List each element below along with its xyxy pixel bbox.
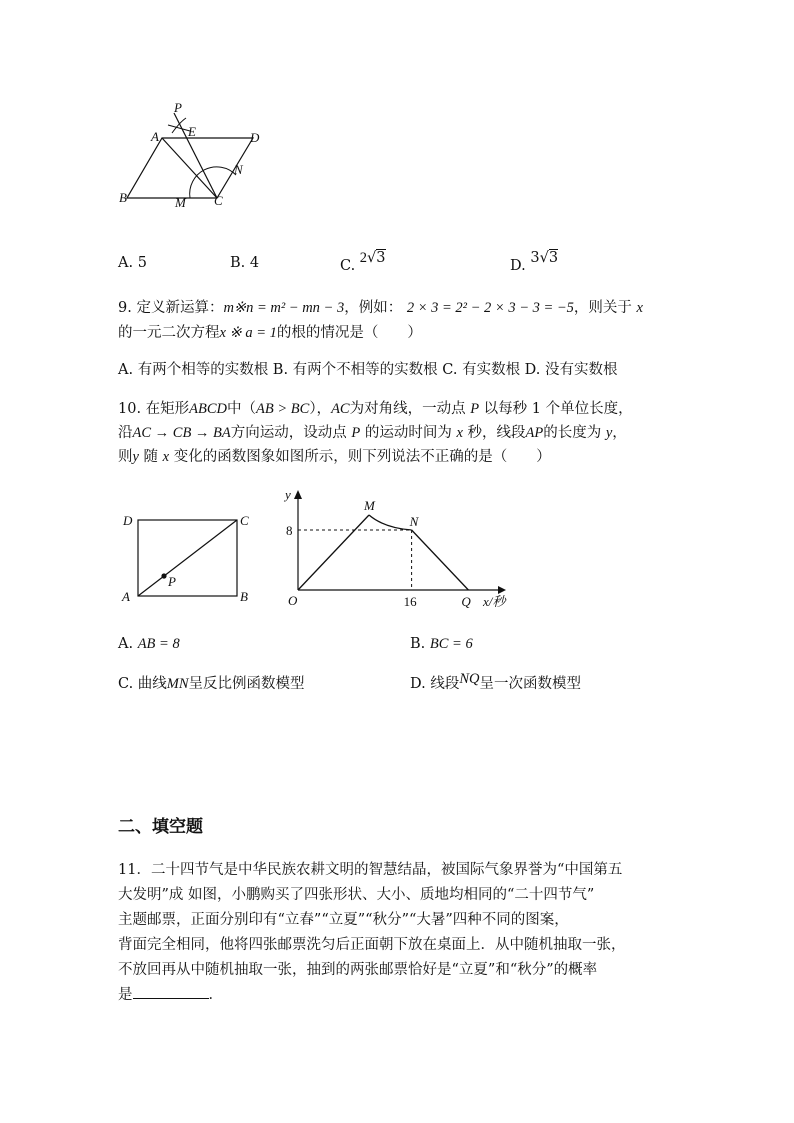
axis-label-y: y bbox=[285, 487, 291, 502]
y-axis-arrow-icon bbox=[294, 490, 302, 499]
q8-option-c[interactable] bbox=[340, 250, 386, 278]
q10-option-prefix: B. bbox=[410, 636, 430, 652]
label-b: B bbox=[240, 589, 248, 604]
q9-stem-text: 的根的情况是（ ） bbox=[276, 325, 422, 341]
q10-stem-text: 的运动时间为 bbox=[360, 425, 457, 441]
label-c: C bbox=[240, 513, 249, 528]
q10-math: y bbox=[605, 425, 613, 441]
q10-option-math: MN bbox=[166, 676, 189, 692]
q10-math: P bbox=[351, 425, 361, 441]
label-a: A bbox=[151, 129, 159, 144]
point-label-m: M bbox=[364, 498, 375, 513]
q10-option-a[interactable] bbox=[118, 632, 180, 656]
q10-option-math: BC = 6 bbox=[429, 636, 473, 652]
q10-option-prefix: A. bbox=[118, 636, 138, 652]
q11-line-3: 主题邮票，正面分别印有“立春”“立夏”“秋分”“大暑”四种不同的图案， bbox=[118, 912, 569, 928]
label-m: M bbox=[175, 195, 186, 210]
q8-option-a[interactable]: A. 5 bbox=[118, 255, 147, 271]
label-d: D bbox=[123, 513, 133, 528]
q10-math: x bbox=[162, 449, 170, 465]
q11-line-4: 背面完全相同，他将四张邮票洗匀后正面朝下放在桌面上．从中随机抽取一张， bbox=[118, 937, 626, 953]
q10-math: AC bbox=[331, 401, 350, 417]
q10-option-c[interactable] bbox=[118, 672, 305, 696]
label-p: P bbox=[168, 574, 176, 589]
q8-option-c-radicand: 3 bbox=[376, 250, 386, 266]
sqrt-sign-icon: √ bbox=[539, 250, 549, 266]
q10-math: x bbox=[456, 425, 463, 441]
diagonal-ac bbox=[138, 520, 237, 596]
q9-equation: x ※ a = 1 bbox=[219, 325, 277, 341]
q9-line-1 bbox=[118, 296, 643, 320]
q9-stem-text: 的一元二次方程 bbox=[118, 325, 220, 341]
q10-math: AC → CB → BA bbox=[132, 425, 231, 441]
q8-option-d[interactable] bbox=[510, 250, 559, 278]
curve-mn bbox=[369, 515, 412, 530]
point-label-q: Q bbox=[461, 594, 471, 609]
q10-stem-text: 变化的函数图象如图所示，则下列说法不正确的是（ ） bbox=[169, 449, 551, 465]
q10-stem-text: 沿 bbox=[118, 425, 133, 441]
q8-option-c-prefix: C. bbox=[340, 258, 360, 274]
answer-blank[interactable] bbox=[133, 984, 209, 999]
q11-line-2: 大发明”成 如图，小鹏购买了四张形状、大小、质地均相同的“二十四节气” bbox=[118, 887, 595, 903]
q10-function-graph bbox=[278, 482, 518, 614]
q10-option-math: AB = 8 bbox=[137, 636, 180, 652]
q10-option-b[interactable] bbox=[410, 632, 473, 656]
q10-math: AP bbox=[525, 425, 544, 441]
q10-math: y bbox=[132, 449, 139, 465]
tick-label-16: 16 bbox=[403, 594, 417, 609]
label-p: P bbox=[174, 100, 182, 115]
q10-option-text: C. 曲线 bbox=[118, 676, 167, 692]
q9-example: 2 × 3 = 2² − 2 × 3 − 3 = −5 bbox=[406, 300, 574, 316]
label-c: C bbox=[214, 193, 223, 208]
axis-label-x: x/秒 bbox=[483, 594, 506, 609]
x-axis-arrow-icon bbox=[498, 586, 506, 594]
q10-option-text: D. 线段 bbox=[410, 676, 460, 692]
q10-option-text: 呈一次函数模型 bbox=[479, 676, 581, 692]
q9-definition: m※n = m² − mn − 3 bbox=[223, 300, 345, 316]
q10-option-text: 呈反比例函数模型 bbox=[188, 676, 305, 692]
label-n: N bbox=[234, 162, 243, 177]
section-title: 二、填空题 bbox=[118, 817, 203, 837]
q11-line-6 bbox=[118, 983, 223, 1007]
label-d: D bbox=[250, 130, 260, 145]
q10-line-1 bbox=[118, 397, 633, 421]
q11-line-1: 11．二十四节气是中华民族农耕文明的智慧结晶，被国际气象界誉为“中国第五 bbox=[118, 862, 623, 878]
q10-stem-text: 为对角线，一动点 bbox=[349, 401, 471, 417]
q8-option-d-prefix: D. bbox=[510, 258, 531, 274]
q10-math: ABCD bbox=[189, 401, 228, 417]
arc-cross-2 bbox=[172, 118, 186, 133]
q10-stem-text: 以每秒 1 个单位长度， bbox=[479, 401, 633, 417]
q11-line-5: 不放回再从中随机抽取一张，抽到的两张邮票恰好是“立夏”和“秋分”的概率 bbox=[118, 962, 598, 978]
label-e: E bbox=[188, 124, 196, 139]
q10-line-2 bbox=[118, 421, 627, 445]
q9-stem-text: ，则关于 bbox=[573, 300, 637, 316]
q10-rectangle-figure bbox=[115, 505, 265, 610]
segment-om bbox=[298, 515, 369, 590]
point-p bbox=[161, 573, 166, 578]
q9-line-2 bbox=[118, 321, 422, 345]
q10-stem-text: 秒，线段 bbox=[462, 425, 526, 441]
label-a: A bbox=[122, 589, 130, 604]
q8-option-c-coef: 2 bbox=[359, 250, 368, 266]
sqrt-sign-icon: √ bbox=[367, 250, 377, 266]
q9-stem-text: ，例如： bbox=[344, 300, 403, 316]
q10-stem-text: ）， bbox=[309, 401, 332, 417]
q10-math: P bbox=[470, 401, 480, 417]
q9-stem-text: 9. 定义新运算： bbox=[118, 300, 224, 316]
q10-math: AB > BC bbox=[256, 401, 310, 417]
q11-text: ． bbox=[208, 987, 223, 1003]
q8-option-d-radicand: 3 bbox=[548, 250, 559, 266]
q10-stem-text: 10. 在矩形 bbox=[118, 401, 190, 417]
q8-figure bbox=[110, 100, 270, 215]
tick-label-8: 8 bbox=[286, 523, 293, 538]
q10-option-math: NQ bbox=[459, 671, 480, 687]
q10-line-3 bbox=[118, 445, 551, 469]
q9-variable: x bbox=[636, 300, 643, 316]
arc-cross-1 bbox=[168, 125, 190, 131]
q9-options[interactable]: A. 有两个相等的实数根 B. 有两个不相等的实数根 C. 有实数根 D. 没有实数根 bbox=[118, 362, 618, 378]
segment-nq bbox=[412, 530, 469, 590]
q10-stem-text: 则 bbox=[118, 449, 133, 465]
label-b: B bbox=[119, 190, 127, 205]
q10-option-d[interactable] bbox=[410, 672, 581, 696]
q10-stem-text: 随 bbox=[138, 449, 163, 465]
q11-text: 是 bbox=[118, 987, 133, 1003]
origin-label-o: O bbox=[288, 593, 298, 608]
q8-option-b[interactable]: B. 4 bbox=[230, 255, 260, 271]
point-label-n: N bbox=[409, 514, 419, 529]
q10-stem-text: ， bbox=[612, 425, 627, 441]
q10-stem-text: 的长度为 bbox=[543, 425, 606, 441]
q10-stem-text: 方向运动，设动点 bbox=[230, 425, 352, 441]
q10-stem-text: 中（ bbox=[227, 401, 257, 417]
q8-option-d-coef: 3 bbox=[530, 250, 540, 266]
